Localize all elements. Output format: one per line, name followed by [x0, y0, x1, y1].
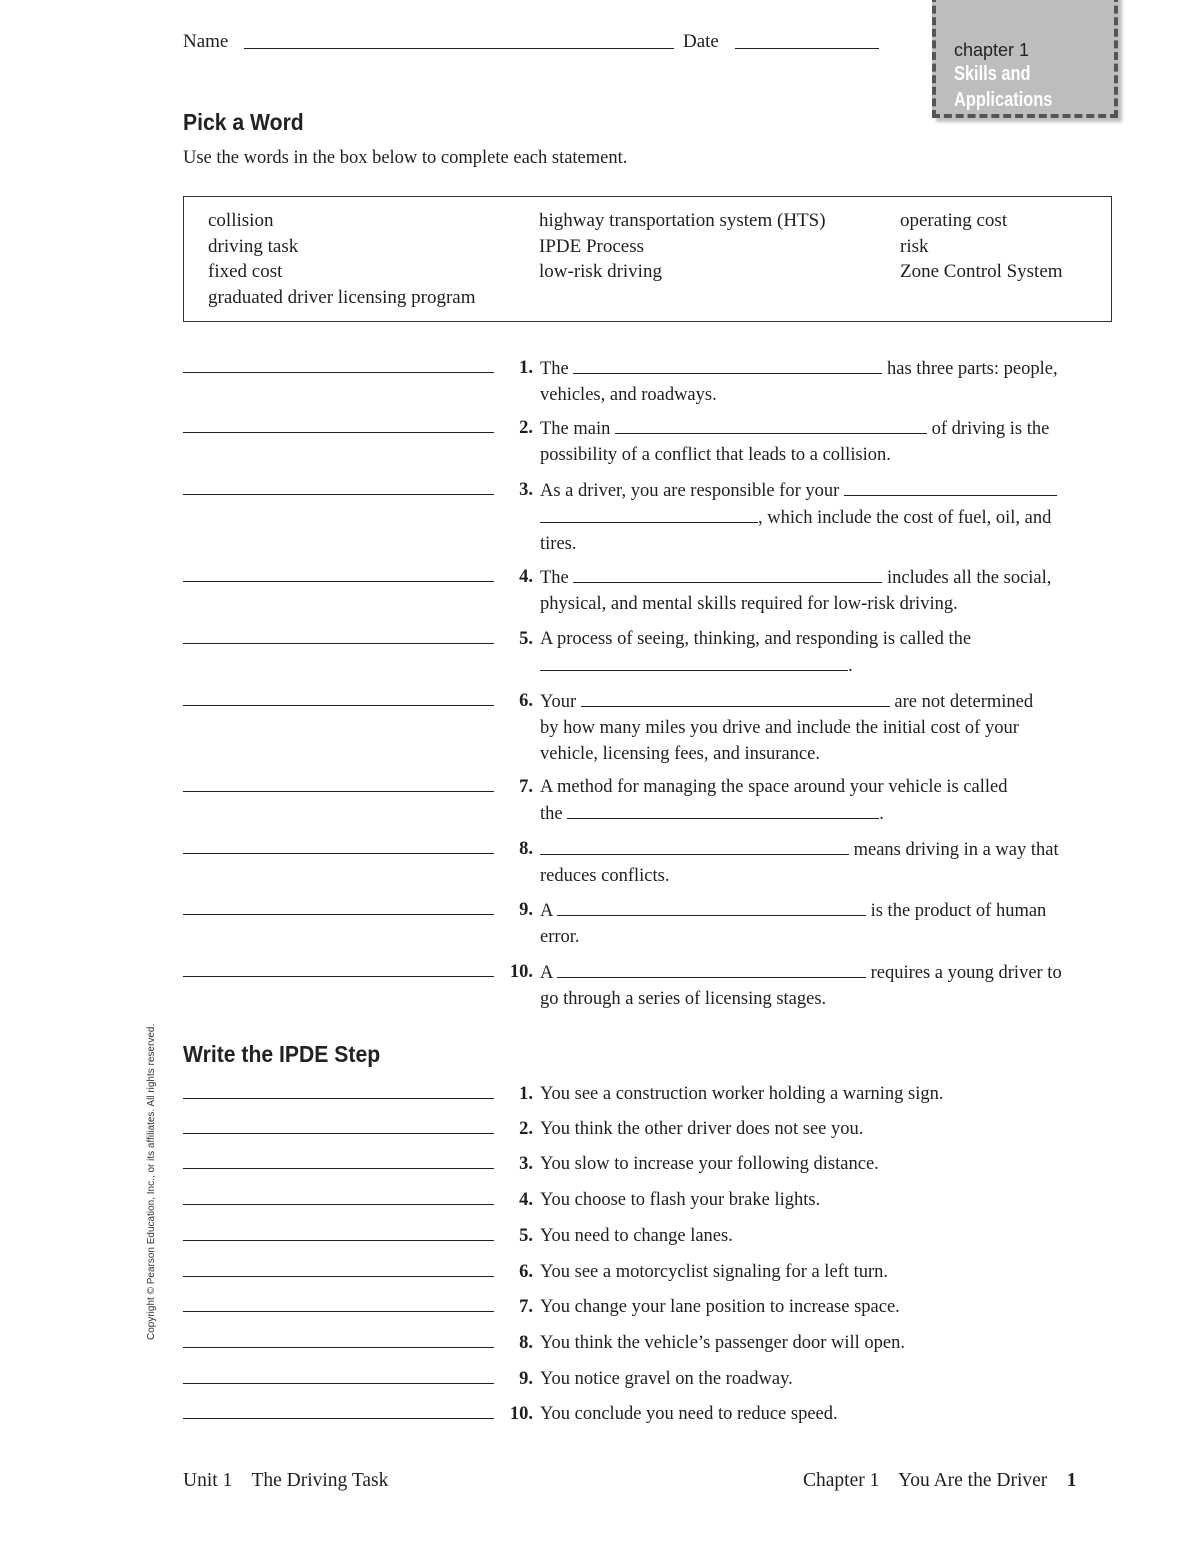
word-column-2 [539, 208, 826, 285]
word-bank-item: Zone Control System [900, 261, 1063, 283]
ipde-item-number: 3. [519, 1154, 533, 1174]
statement-text: vehicles, and roadways. [540, 385, 717, 405]
ipde-item-number: 9. [519, 1369, 533, 1389]
word-bank-item: operating cost [900, 210, 1008, 231]
answer-line-7[interactable] [183, 791, 494, 792]
answer-line-10[interactable] [183, 976, 494, 977]
statement-10 [540, 959, 1112, 1012]
statement-text: means driving in a way that [853, 840, 1059, 860]
chapter-title-line2: Applications [954, 89, 1053, 111]
statement-text: A method for managing the space around your vehicle is called [540, 777, 1008, 797]
footer-unit-title: The Driving Task [251, 1470, 389, 1491]
item-number: 6. [519, 691, 533, 711]
word-bank [183, 196, 1112, 322]
statement-text: Your [540, 692, 577, 712]
statement-text: error. [540, 927, 580, 947]
ipde-item-number: 2. [519, 1119, 533, 1139]
ipde-item-number: 4. [519, 1190, 533, 1210]
fill-blank[interactable] [540, 836, 849, 855]
ipde-item-number: 5. [519, 1226, 533, 1246]
fill-blank[interactable] [567, 800, 879, 819]
fill-blank[interactable] [557, 897, 866, 916]
ipde-statement-5: You need to change lanes. [540, 1226, 733, 1246]
date-field[interactable] [735, 48, 879, 49]
ipde-item-number: 10. [509, 1404, 533, 1424]
statement-8 [540, 836, 1112, 889]
item-number: 10. [509, 962, 533, 982]
statement-5 [540, 626, 1112, 679]
section-title-ipde-step: Write the IPDE Step [183, 1041, 381, 1067]
copyright-notice: Copyright © Pearson Education, Inc., or its affiliates. All rights reserved. [146, 1023, 157, 1340]
instructions: Use the words in the box below to complete each statement. [183, 148, 628, 168]
date-label: Date [683, 31, 719, 52]
ipde-item-number: 7. [519, 1297, 533, 1317]
ipde-statement-9: You notice gravel on the roadway. [540, 1369, 793, 1389]
word-bank-item: risk [900, 235, 929, 257]
chapter-tag [932, 0, 1118, 118]
footer-chapter: Chapter 1 [803, 1470, 880, 1491]
fill-blank[interactable] [540, 504, 758, 523]
footer-right [803, 1470, 1077, 1492]
word-bank-item: driving task [208, 235, 299, 257]
item-number: 2. [519, 418, 533, 438]
statement-text: is the product of human [870, 901, 1047, 921]
statement-3 [540, 477, 1112, 557]
fill-blank[interactable] [573, 564, 882, 583]
ipde-item-number: 1. [519, 1084, 533, 1104]
ipde-answer-line-4[interactable] [183, 1204, 494, 1205]
ipde-item-number: 8. [519, 1333, 533, 1353]
answer-line-3[interactable] [183, 494, 494, 495]
item-number: 9. [519, 900, 533, 920]
fill-blank[interactable] [573, 355, 882, 374]
name-label: Name [183, 31, 229, 52]
statement-text: by how many miles you drive and include the initial cost of your [540, 718, 1019, 738]
statement-text: . [879, 804, 884, 824]
statement-4 [540, 564, 1112, 617]
statement-text: possibility of a conflict that leads to a collision. [540, 445, 891, 465]
item-number: 8. [519, 839, 533, 859]
statement-text: the [540, 804, 563, 824]
answer-line-9[interactable] [183, 914, 494, 915]
ipde-answer-line-6[interactable] [183, 1276, 494, 1277]
fill-blank[interactable] [844, 477, 1057, 496]
statement-text: . [848, 656, 853, 676]
ipde-statement-2: You think the other driver does not see you. [540, 1119, 864, 1139]
item-number: 3. [519, 480, 533, 500]
answer-line-2[interactable] [183, 432, 494, 433]
answer-line-4[interactable] [183, 581, 494, 582]
statement-text: vehicle, licensing fees, and insurance. [540, 744, 820, 764]
name-field[interactable] [244, 48, 674, 49]
item-number: 5. [519, 629, 533, 649]
word-bank-item: low-risk driving [539, 261, 662, 283]
statement-7 [540, 774, 1112, 827]
ipde-answer-line-9[interactable] [183, 1383, 494, 1384]
fill-blank[interactable] [615, 415, 927, 434]
statement-9 [540, 897, 1112, 950]
statement-text: reduces conflicts. [540, 866, 670, 886]
chapter-title-line1: Skills and [954, 63, 1031, 85]
statement-text: go through a series of licensing stages. [540, 989, 827, 1009]
item-number: 1. [519, 358, 533, 378]
fill-blank[interactable] [540, 652, 848, 671]
ipde-answer-line-1[interactable] [183, 1098, 494, 1099]
ipde-answer-line-3[interactable] [183, 1168, 494, 1169]
statement-text: of driving is the [931, 419, 1050, 439]
word-bank-item: fixed cost [208, 261, 283, 283]
item-number: 7. [519, 777, 533, 797]
statement-text: The main [540, 419, 611, 439]
statement-text: requires a young driver to [870, 963, 1062, 983]
word-column-1 [208, 208, 475, 311]
answer-line-1[interactable] [183, 372, 494, 373]
chapter-label: chapter 1 [954, 40, 1030, 60]
statement-text: includes all the social, [887, 568, 1052, 588]
statement-text: The [540, 359, 569, 379]
statement-text: are not determined [894, 692, 1034, 712]
page-number: 1 [1066, 1470, 1077, 1491]
ipde-item-number: 6. [519, 1262, 533, 1282]
ipde-statement-8: You think the vehicle’s passenger door will open. [540, 1333, 905, 1353]
footer-left [183, 1470, 388, 1492]
statement-2 [540, 415, 1112, 468]
statement-text: , which include the cost of fuel, oil, and [758, 508, 1052, 528]
ipde-answer-line-2[interactable] [183, 1133, 494, 1134]
statement-text: has three parts: people, [887, 359, 1058, 379]
fill-blank[interactable] [581, 688, 890, 707]
ipde-statement-4: You choose to flash your brake lights. [540, 1190, 821, 1210]
statement-text: As a driver, you are responsible for your [540, 481, 840, 501]
ipde-answer-line-5[interactable] [183, 1240, 494, 1241]
ipde-statement-10: You conclude you need to reduce speed. [540, 1404, 838, 1424]
item-number: 4. [519, 567, 533, 587]
statement-text: A [540, 963, 553, 983]
answer-line-5[interactable] [183, 643, 494, 644]
statement-text: The [540, 568, 569, 588]
statement-text: A [540, 901, 553, 921]
footer-chapter-title: You Are the Driver [898, 1470, 1048, 1491]
ipde-statement-3: You slow to increase your following distance. [540, 1154, 879, 1174]
ipde-answer-line-8[interactable] [183, 1347, 494, 1348]
fill-blank[interactable] [557, 959, 866, 978]
ipde-answer-line-10[interactable] [183, 1418, 494, 1419]
section-title-pick-a-word: Pick a Word [183, 109, 304, 135]
word-bank-item: highway transportation system (HTS) [539, 210, 826, 231]
ipde-answer-line-7[interactable] [183, 1311, 494, 1312]
statement-text: A process of seeing, thinking, and responding is called the [540, 629, 972, 649]
ipde-statement-7: You change your lane position to increase space. [540, 1297, 900, 1317]
word-column-3 [900, 208, 1063, 285]
statement-6 [540, 688, 1112, 767]
ipde-statement-1: You see a construction worker holding a warning sign. [540, 1084, 944, 1104]
word-bank-item: graduated driver licensing program [208, 287, 476, 309]
ipde-statement-6: You see a motorcyclist signaling for a left turn. [540, 1262, 889, 1282]
answer-line-6[interactable] [183, 705, 494, 706]
word-bank-item: collision [208, 210, 274, 231]
statement-text: tires. [540, 534, 577, 554]
statement-text: physical, and mental skills required for low-risk driving. [540, 594, 958, 614]
statement-1 [540, 355, 1112, 408]
answer-line-8[interactable] [183, 853, 494, 854]
footer-unit: Unit 1 [183, 1470, 233, 1491]
word-bank-item: IPDE Process [539, 235, 645, 257]
